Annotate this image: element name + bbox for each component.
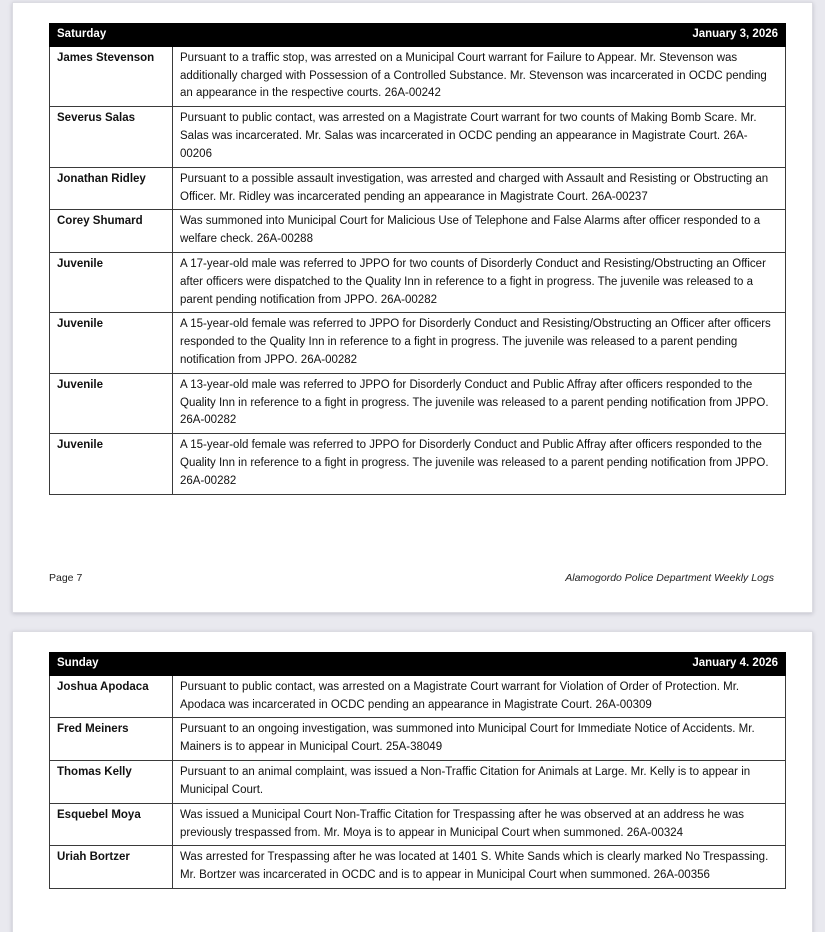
table-row — [50, 107, 786, 167]
subject-name: Fred Meiners — [50, 718, 173, 761]
table-row — [50, 252, 786, 312]
subject-name: Esquebel Moya — [50, 803, 173, 846]
entry-description: Pursuant to an ongoing investigation, was summoned into Municipal Court for Immediate Notice of Accidents. Mr. Mainers is to appear in Municipal Court. 25A-38049 — [173, 718, 786, 761]
table-row — [50, 718, 786, 761]
entry-description: A 17-year-old male was referred to JPPO for two counts of Disorderly Conduct and Resisting/Obstructing an Officer after officers were dispatched to the Quality Inn in reference to a fight in progress. The juvenile was released to a parent pending notification from JPPO. 26A-00282 — [173, 252, 786, 312]
entry-description: A 15-year-old female was referred to JPPO for Disorderly Conduct and Public Affray after officers responded to the Quality Inn in reference to a fight in progress. The juvenile was released to a parent pending notification from JPPO. 26A-00282 — [173, 434, 786, 494]
subject-name: Joshua Apodaca — [50, 675, 173, 718]
day-label: Saturday — [50, 24, 173, 47]
subject-name: Thomas Kelly — [50, 761, 173, 804]
entry-description: Was issued a Municipal Court Non-Traffic Citation for Trespassing after he was observed at an address he was previously trespassed from. Mr. Moya is to appear in Municipal Court when summoned. 26A-00324 — [173, 803, 786, 846]
entry-description: Was summoned into Municipal Court for Malicious Use of Telephone and False Alarms after officer responded to a welfare check. 26A-00288 — [173, 210, 786, 253]
document-title: Alamogordo Police Department Weekly Logs — [565, 572, 774, 584]
table-row — [50, 675, 786, 718]
subject-name: Juvenile — [50, 434, 173, 494]
table-row — [50, 167, 786, 210]
entry-description: Pursuant to a possible assault investigation, was arrested and charged with Assault and Resisting or Obstructing an Officer. Mr. Ridley was incarcerated pending an appearance in Magistrate Court. 26A-00237 — [173, 167, 786, 210]
day-header-row — [50, 24, 786, 47]
log-table-sunday — [49, 652, 786, 889]
table-row — [50, 373, 786, 433]
entry-description: Was arrested for Trespassing after he was located at 1401 S. White Sands which is clearly marked No Trespassing. Mr. Bortzer was incarcerated in OCDC and is to appear in Municipal Court when summoned. 26A-00356 — [173, 846, 786, 889]
page-number: Page 7 — [49, 572, 83, 584]
entry-description: Pursuant to an animal complaint, was issued a Non-Traffic Citation for Animals at Large. Mr. Kelly is to appear in Municipal Court. — [173, 761, 786, 804]
subject-name: Juvenile — [50, 373, 173, 433]
day-header-row — [50, 653, 786, 676]
subject-name: Juvenile — [50, 252, 173, 312]
table-row — [50, 434, 786, 494]
table-row — [50, 761, 786, 804]
day-label: Sunday — [50, 653, 173, 676]
page-footer — [49, 572, 774, 584]
subject-name: James Stevenson — [50, 46, 173, 106]
subject-name: Corey Shumard — [50, 210, 173, 253]
page-7 — [12, 2, 813, 613]
date-label: January 4. 2026 — [173, 653, 786, 676]
table-row — [50, 803, 786, 846]
subject-name: Jonathan Ridley — [50, 167, 173, 210]
entry-description: A 13-year-old male was referred to JPPO for Disorderly Conduct and Public Affray after officers responded to the Quality Inn in reference to a fight in progress. The juvenile was released to a parent pending notification from JPPO. 26A-00282 — [173, 373, 786, 433]
log-table-saturday — [49, 23, 786, 495]
entry-description: Pursuant to public contact, was arrested on a Magistrate Court warrant for two counts of Making Bomb Scare. Mr. Salas was incarcerated. Mr. Salas was incarcerated in OCDC pending an appearance in Magistrate Court. 26A-00206 — [173, 107, 786, 167]
page-8 — [12, 631, 813, 932]
subject-name: Uriah Bortzer — [50, 846, 173, 889]
subject-name: Juvenile — [50, 313, 173, 373]
date-label: January 3, 2026 — [173, 24, 786, 47]
table-row — [50, 313, 786, 373]
table-row — [50, 46, 786, 106]
entry-description: Pursuant to a traffic stop, was arrested on a Municipal Court warrant for Failure to Appear. Mr. Stevenson was additionally charged with Possession of a Controlled Substance. Mr. Stevenson was incarcerated in OCDC pending an appearance in the respective courts. 26A-00242 — [173, 46, 786, 106]
entry-description: Pursuant to public contact, was arrested on a Magistrate Court warrant for Violation of Order of Protection. Mr. Apodaca was incarcerated in OCDC pending an appearance in Magistrate Court. 26A-00309 — [173, 675, 786, 718]
entry-description: A 15-year-old female was referred to JPPO for Disorderly Conduct and Resisting/Obstructing an Officer after officers responded to the Quality Inn in reference to a fight in progress. The juvenile was released to a parent pending notification from JPPO. 26A-00282 — [173, 313, 786, 373]
table-row — [50, 846, 786, 889]
subject-name: Severus Salas — [50, 107, 173, 167]
table-row — [50, 210, 786, 253]
